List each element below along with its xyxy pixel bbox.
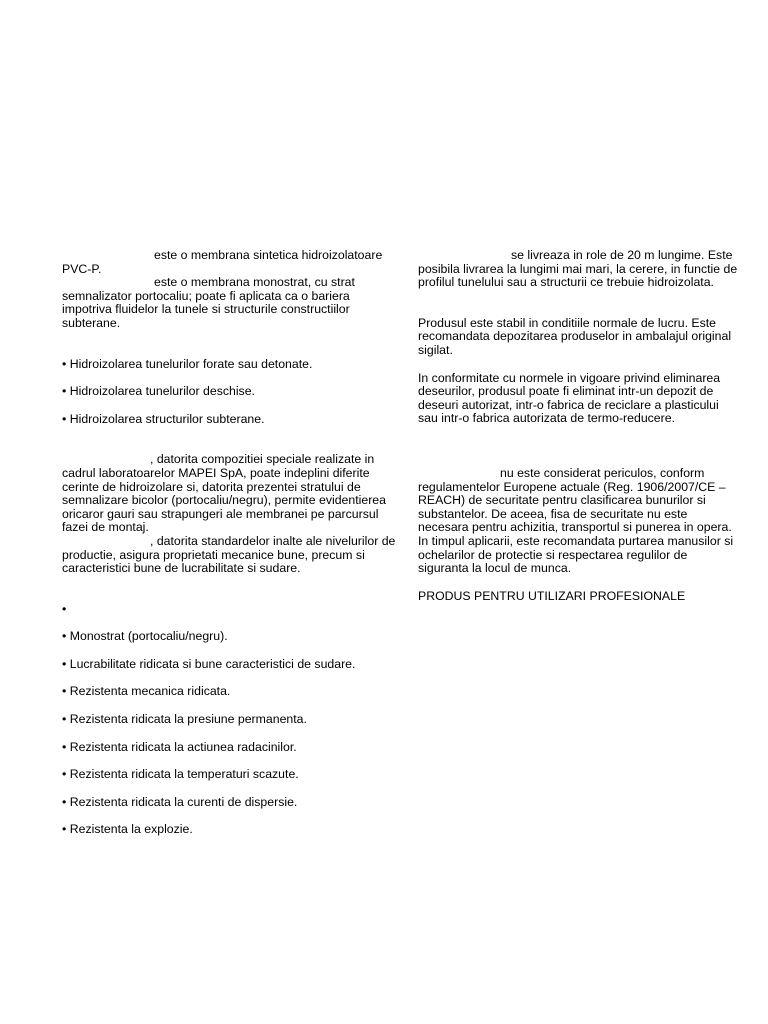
- feature-item-1: [62, 603, 400, 617]
- professional-use-note: PRODUS PENTRU UTILIZARI PROFESIONALE: [418, 588, 686, 603]
- feature-item-5: • Rezistenta ridicata la presiune permanenta.: [62, 713, 400, 727]
- storage-paragraph: Produsul este stabil in conditiile normale de lucru. Este recomandata depozitarea produselor in ambalajul original sigilat.: [418, 315, 732, 357]
- right-column: [418, 249, 740, 603]
- advantage-paragraph-2: , datorita standardelor inalte ale nivelurilor de productie, asigura proprietati mecanice bune, precum si caracteristici bune de lucrabilitate si sudare.: [62, 533, 396, 576]
- disposal-paragraph: In conformitate cu normele in vigoare privind eliminarea deseurilor, produsul poate fi eliminat intr-un depozit de deseuri autorizat, intr-o fabrica de reciclare a plasticului sau intr-o fabrica autorizata de termo-reducere.: [418, 370, 721, 426]
- advantage-paragraph-1: , datorita compozitiei speciale realizate in cadrul laboratoarelor MAPEI SpA, poate indeplini diferite cerinte de hidroizolare si, datorita prezentei stratului de semnalizare bicolor (portocaliu/negru), permite evidentierea oricaror gauri sau strapungeri ale membranei pe parcursul fazei de montaj.: [62, 452, 386, 535]
- feature-item-9: • Rezistenta la explozie.: [62, 823, 400, 837]
- use-item-2: • Hidroizolarea tunelurilor deschise.: [62, 385, 400, 399]
- feature-item-7: • Rezistenta ridicata la temperaturi scazute.: [62, 768, 400, 782]
- feature-item-2: • Monostrat (portocaliu/negru).: [62, 630, 400, 644]
- intro-paragraph-1: este o membrana sintetica hidroizolatoare PVC-P.: [62, 248, 383, 276]
- packaging-paragraph: se livreaza in role de 20 m lungime. Este posibila livrarea la lungimi mai mari, la cerere, in functie de profilul tunelului sau a structurii ce trebuie hidroizolata.: [418, 248, 738, 290]
- feature-item-3: • Lucrabilitate ridicata si bune caracteristici de sudare.: [62, 658, 400, 672]
- use-item-3: • Hidroizolarea structurilor subterane.: [62, 413, 400, 427]
- feature-item-8: • Rezistenta ridicata la curenti de dispersie.: [62, 796, 400, 810]
- left-column: [62, 249, 400, 837]
- intro-paragraph-2: este o membrana monostrat, cu strat semnalizator portocaliu; poate fi aplicata ca o bariera impotriva fluidelor la tunele si structurile constructiilor subterane.: [62, 275, 355, 330]
- feature-item-6: • Rezistenta ridicata la actiunea radacinilor.: [62, 741, 400, 755]
- use-item-1: • Hidroizolarea tunelurilor forate sau detonate.: [62, 358, 400, 372]
- safety-paragraph: nu este considerat periculos, conform regulamentelor Europene actuale (Reg. 1906/2007/CE – REACH) de securitate pentru clasificarea bunurilor si substantelor. De aceea, fisa de securitate nu este necesara pentru achizitia, transportul si punerea in opera. In timpul aplicarii, este recomandata purtarea manusilor si ochelarilor de protectie si respectarea regulilor de siguranta la locul de munca.: [418, 465, 734, 576]
- feature-item-4: • Rezistenta mecanica ridicata.: [62, 685, 400, 699]
